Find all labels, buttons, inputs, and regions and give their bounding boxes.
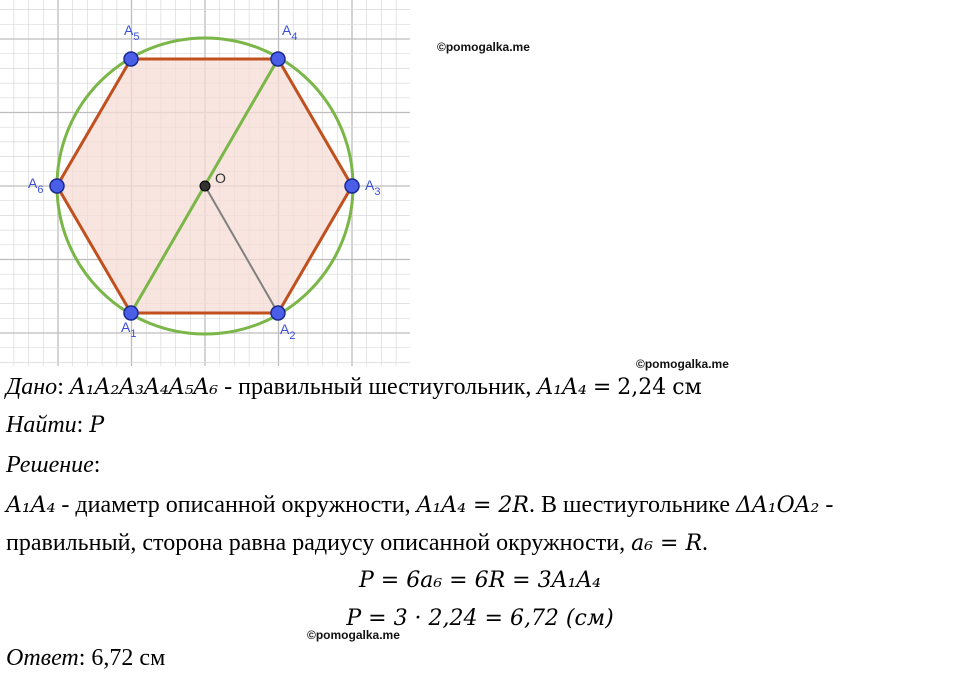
solution-heading: Решение: <box>6 452 101 478</box>
point-o <box>200 181 210 191</box>
answer-label: Ответ <box>6 645 79 671</box>
point-a5 <box>124 52 138 66</box>
formula-2: P = 3 · 2,24 = 6,72 (см) <box>346 606 614 631</box>
point-a6 <box>50 179 64 193</box>
find-label: Найти <box>6 412 77 438</box>
given-unit: см <box>672 375 702 400</box>
given-segment: A₁A₄ <box>537 375 587 400</box>
triangle: ΔA₁OA₂ <box>735 493 820 518</box>
given-label: Дано <box>6 374 58 400</box>
solution-line-1 <box>6 490 833 521</box>
point-a2 <box>271 306 285 320</box>
label-o: O <box>215 170 226 186</box>
solution-label: Решение <box>6 452 94 478</box>
point-a3 <box>345 179 359 193</box>
hexagon-figure <box>0 0 420 366</box>
side-eq: a₆ = R <box>631 531 703 556</box>
label-a1: $A_1$ <box>121 319 137 340</box>
formula-1: P = 6a₆ = 6R = 3A₁A₄ <box>359 568 601 593</box>
point-a4 <box>271 52 285 66</box>
diameter-text: - диаметр описанной окружности, <box>61 492 411 518</box>
label-a5: $A_5$ <box>124 22 140 43</box>
answer-value: 6,72 см <box>91 645 166 671</box>
given-value: 2,24 <box>617 375 667 400</box>
side-dot: . <box>702 530 709 556</box>
given-equals: = <box>592 375 612 400</box>
label-a6: $A_6$ <box>28 175 44 196</box>
solution-line-2 <box>6 528 708 559</box>
given-hexagon: A₁A₂A₃A₄A₅A₆ <box>69 375 219 400</box>
label-a2: $A_2$ <box>280 321 296 342</box>
diameter-eq: A₁A₄ = 2R <box>416 493 529 518</box>
watermark-middle: ©pomogalka.me <box>636 357 729 371</box>
label-a4: $A_4$ <box>282 22 298 43</box>
side-text: правильный, сторона равна радиусу описанной окружности, <box>6 530 626 556</box>
find-var: P <box>89 413 105 438</box>
given-text: - правильный шестиугольник, <box>224 374 532 400</box>
dash: - <box>825 492 834 518</box>
watermark-top: ©pomogalka.me <box>437 40 530 54</box>
diameter-seg: A₁A₄ <box>6 493 56 518</box>
hexagon-text: . В шестиугольнике <box>529 492 730 518</box>
label-a3: $A_3$ <box>365 177 381 198</box>
point-a1 <box>124 306 138 320</box>
given-line: Дано: A₁A₂A₃A₄A₅A₆ - правильный шестиугольник, A₁A₄ = 2,24 см <box>6 374 702 400</box>
find-line: Найти: P <box>6 412 105 438</box>
watermark-bottom: ©pomogalka.me <box>307 628 400 642</box>
answer-line: Ответ: 6,72 см <box>6 645 166 671</box>
